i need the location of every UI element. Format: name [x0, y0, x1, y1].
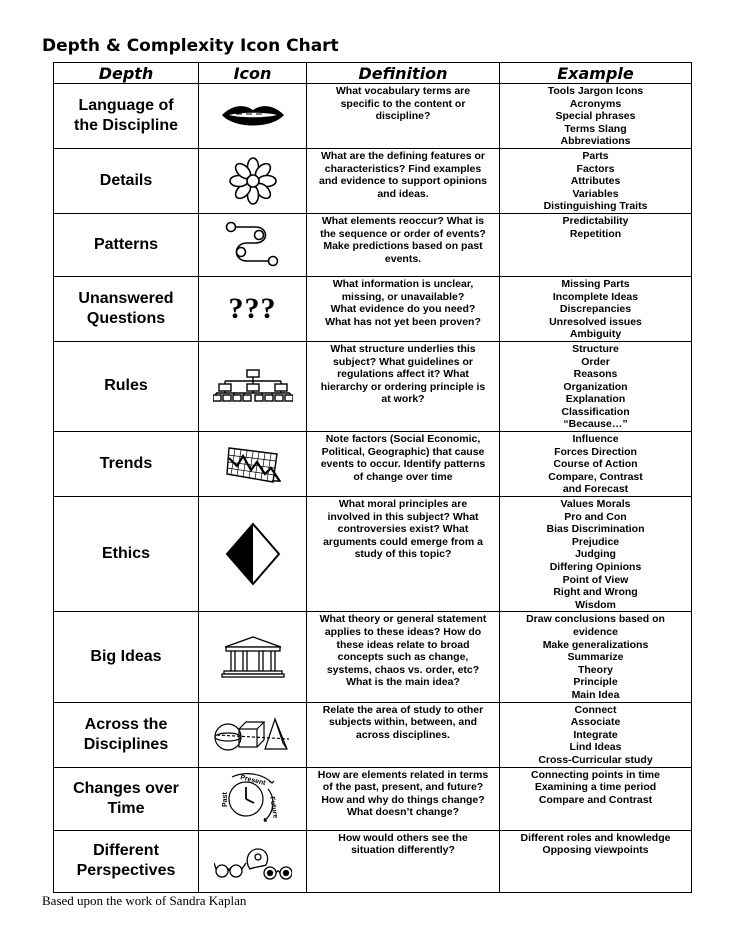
definition-cell: What structure underlies this subject? What guidelines or regulations affect it? What hierarchy or ordering principle is at work?	[307, 341, 500, 431]
temple-icon	[221, 635, 285, 679]
header-definition: Definition	[307, 63, 500, 84]
header-example: Example	[500, 63, 692, 84]
example-cell: Parts Factors Attributes Variables Distinguishing Traits	[500, 148, 692, 213]
depth-cell: Unanswered Questions	[54, 276, 199, 341]
table-row	[54, 213, 692, 276]
depth-cell: Rules	[54, 341, 199, 431]
clock-label-past: Past	[221, 791, 229, 807]
depth-cell: Trends	[54, 432, 199, 497]
definition-cell: Relate the area of study to other subjects within, between, and across disciplines.	[307, 702, 500, 767]
example-cell: Predictability Repetition	[500, 213, 692, 276]
table-row	[54, 830, 692, 892]
hierarchy-icon	[213, 368, 293, 404]
definition-cell: What theory or general statement applies to these ideas? How do these ideas relate to broad concepts such as change, systems, chaos vs. order, etc? What is the main idea?	[307, 612, 500, 702]
depth-cell: Different Perspectives	[54, 830, 199, 892]
trend-graph-icon	[225, 444, 281, 484]
example-cell: Connect Associate Integrate Lind Ideas Cross-Curricular study	[500, 702, 692, 767]
depth-cell: Changes over Time	[54, 767, 199, 830]
example-cell: Tools Jargon Icons Acronyms Special phrases Terms Slang Abbreviations	[500, 84, 692, 149]
definition-cell: What vocabulary terms are specific to the content or discipline?	[307, 84, 500, 149]
table-row	[54, 148, 692, 213]
depth-cell: Big Ideas	[54, 612, 199, 702]
header-row	[54, 63, 692, 84]
definition-cell: What elements reoccur? What is the sequence or order of events? Make predictions based on past events.	[307, 213, 500, 276]
definition-cell: What are the defining features or characteristics? Find examples and evidence to support opinions and ideas.	[307, 148, 500, 213]
table-row	[54, 276, 692, 341]
example-cell: Structure Order Reasons Organization Explanation Classification “Because…”	[500, 341, 692, 431]
definition-cell: Note factors (Social Economic, Political, Geographic) that cause events to occur. Identify patterns of change over time	[307, 432, 500, 497]
clock-label-present: Present	[239, 773, 266, 787]
clock-icon	[218, 771, 288, 827]
table-row	[54, 702, 692, 767]
page-title: Depth & Complexity Icon Chart	[42, 36, 339, 56]
half-diamond-icon	[225, 522, 281, 586]
depth-cell: Across the Disciplines	[54, 702, 199, 767]
footer-credit: Based upon the work of Sandra Kaplan	[42, 893, 247, 908]
definition-cell: What moral principles are involved in this subject? What controversies exist? What arguments could emerge from a study of this topic?	[307, 497, 500, 612]
example-cell: Influence Forces Direction Course of Action Compare, Contrast and Forecast	[500, 432, 692, 497]
depth-cell: Patterns	[54, 213, 199, 276]
definition-cell: How would others see the situation differently?	[307, 830, 500, 892]
example-cell: Values Morals Pro and Con Bias Discrimination Prejudice Judging Differing Opinions Point of View Right and Wrong Wisdom	[500, 497, 692, 612]
pattern-chain-icon	[225, 221, 281, 269]
clock-label-future: Future	[267, 795, 279, 819]
depth-cell: Details	[54, 148, 199, 213]
question-marks-icon: ???	[228, 291, 277, 325]
table-row	[54, 497, 692, 612]
example-cell: Different roles and knowledge Opposing viewpoints	[500, 830, 692, 892]
header-depth: Depth	[54, 63, 199, 84]
shapes-icon	[213, 715, 293, 755]
glasses-icon	[214, 839, 292, 883]
example-cell: Draw conclusions based on evidence Make generalizations Summarize Theory Principle Main Idea	[500, 612, 692, 702]
table-row	[54, 84, 692, 149]
lips-icon	[220, 101, 286, 131]
definition-cell: How are elements related in terms of the past, present, and future? How and why do things change? What doesn’t change?	[307, 767, 500, 830]
flower-icon	[229, 157, 277, 205]
depth-cell: Ethics	[54, 497, 199, 612]
depth-cell: Language of the Discipline	[54, 84, 199, 149]
example-cell: Missing Parts Incomplete Ideas Discrepancies Unresolved issues Ambiguity	[500, 276, 692, 341]
table-row	[54, 432, 692, 497]
icon-chart-table	[53, 62, 692, 893]
table-row	[54, 341, 692, 431]
table-row	[54, 767, 692, 830]
header-icon: Icon	[199, 63, 307, 84]
definition-cell: What information is unclear, missing, or unavailable? What evidence do you need? What has not yet been proven?	[307, 276, 500, 341]
example-cell: Connecting points in time Examining a time period Compare and Contrast	[500, 767, 692, 830]
table-row	[54, 612, 692, 702]
